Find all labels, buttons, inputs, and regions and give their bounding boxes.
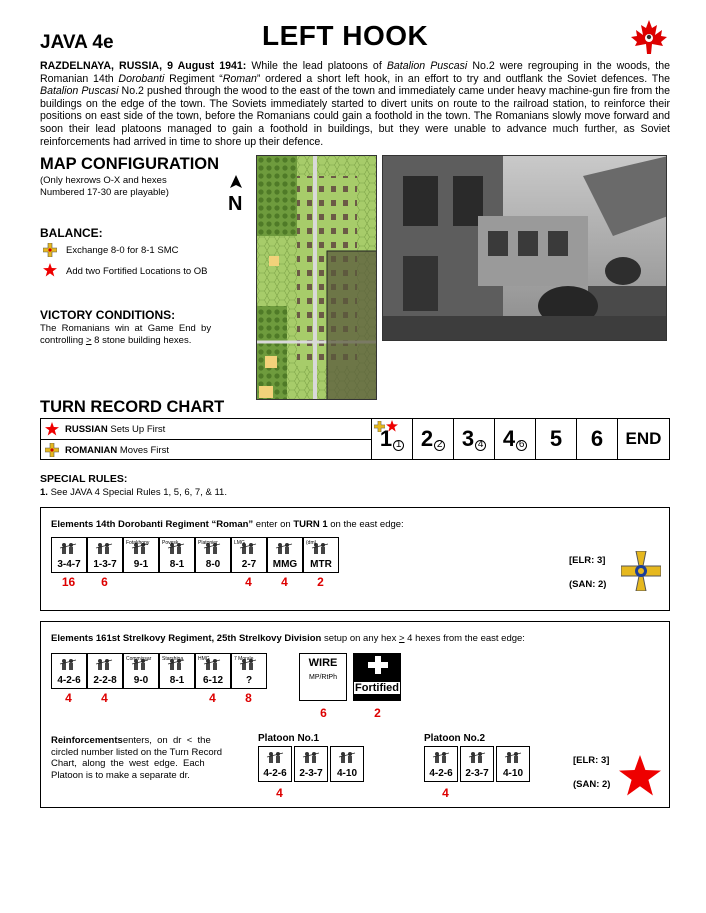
romanian-counter xyxy=(159,537,195,573)
counter-label: 2-3-7 xyxy=(299,768,323,779)
trc-heading: TURN RECORD CHART xyxy=(40,398,225,416)
romanian-counter xyxy=(195,537,231,573)
counter-tag: (dm) xyxy=(306,540,317,546)
soviet-counter xyxy=(231,653,267,689)
scenario-id: JAVA 4e xyxy=(40,32,114,53)
romanian-counter-count: 4 xyxy=(245,575,252,589)
platoon-1-counter xyxy=(294,746,328,782)
soviet-counter xyxy=(353,653,401,701)
soviet-counter-count: 4 xyxy=(101,691,108,705)
soviet-counter-count: 6 xyxy=(320,706,327,720)
map-config-heading: MAP CONFIGURATION xyxy=(40,155,220,173)
counter-label: ? xyxy=(245,675,253,686)
map-config-note: (Only hexrows O-X and hexes Numbered 17-30 are playable) xyxy=(40,175,169,198)
soviet-san: (SAN: 2) xyxy=(573,779,611,790)
romanian-counter xyxy=(303,537,339,573)
counter-label: 4-10 xyxy=(336,768,357,779)
balance-heading: BALANCE: xyxy=(40,226,103,240)
soviet-counter xyxy=(87,653,123,689)
north-label: N xyxy=(228,193,243,215)
counter-label: 9-1 xyxy=(133,559,149,570)
soviet-ob-text: Elements 161st Strelkovy Regiment, 25th Strelkovy Division setup on any hex > 4 hexes from the east edge: xyxy=(51,633,525,644)
counter-label: 1-3-7 xyxy=(93,559,117,570)
romanian-counter xyxy=(231,537,267,573)
romanian-counter xyxy=(123,537,159,573)
platoon-2-counter xyxy=(496,746,530,782)
scenario-title: LEFT HOOK xyxy=(262,20,429,51)
romanian-counter xyxy=(51,537,87,573)
soviet-order-of-battle xyxy=(40,621,670,808)
soviet-counter-count: 2 xyxy=(374,706,381,720)
historical-introduction: RAZDELNAYA, RUSSIA, 9 August 1941: While the lead platoons of Batalion Puscasi No.2 were regrouping in the woods, the Romanian 14th Dorobanti Regiment “Roman” ordered a short left hook, in an effort to try and outflank the Soviet defences. The Batalion Puscasi No.2 pushed through the wood to the east of the town and immediately came under heavy machine-gun fire from the buildings on the edge of the town. The Soviets immediately started to divert units on route to the railroad station, to reinforce their positions on east side of the town, before the Romanians could gain a foothold in the town. The Romanians slowly move forward and soon their lead platoons managed to gain a foothold in buildings, but they were unable to advance much further, as Soviet reinforcements had arrived in time to shore up their defence. xyxy=(40,60,671,148)
soviet-star-icon xyxy=(386,420,398,432)
platoon-2-counter xyxy=(460,746,494,782)
romanian-elr: [ELR: 3] xyxy=(569,555,606,566)
counter-tag: MP/RtPh xyxy=(308,674,337,681)
counter-tag: Commissar xyxy=(126,656,152,662)
soviet-counter xyxy=(123,653,159,689)
counter-label: 2-2-8 xyxy=(93,675,117,686)
counter-label: MTR xyxy=(310,559,332,570)
counter-tag: Povesk xyxy=(162,540,179,546)
counter-tag: HMG xyxy=(198,656,210,662)
soviet-counter-count: 4 xyxy=(209,691,216,705)
romanian-cross-icon xyxy=(45,443,59,457)
romanian-ob-text: Elements 14th Dorobanti Regiment “Roman” enter on TURN 1 on the east edge: xyxy=(51,519,404,530)
romanian-counter-count: 6 xyxy=(101,575,108,589)
soviet-counter xyxy=(195,653,231,689)
turn-record-chart xyxy=(40,418,670,460)
turn-cell-2: 2 2 xyxy=(412,419,453,459)
counter-label: 3-4-7 xyxy=(57,559,81,570)
romanian-san: (SAN: 2) xyxy=(569,579,607,590)
trc-romanian-row: ROMANIAN Moves First xyxy=(41,440,371,461)
counter-label: 4-10 xyxy=(502,768,523,779)
counter-label: 4-2-6 xyxy=(429,768,453,779)
turn-cell-6: 6 xyxy=(576,419,617,459)
platoon-2-count: 4 xyxy=(442,786,449,800)
soviet-counter-count: 4 xyxy=(65,691,72,705)
romanian-counter xyxy=(87,537,123,573)
reinforcement-text: Reinforcementsenters, on dr < the circled number listed on the Turn Record Chart, along the west edge. Each Platoon is to make a separate dr. xyxy=(51,735,223,781)
counter-label: MMG xyxy=(272,559,298,570)
special-rule-1: 1. See JAVA 4 Special Rules 1, 5, 6, 7, & 11. xyxy=(40,487,227,498)
soviet-star-icon xyxy=(618,755,662,797)
balance-romanian: Exchange 8-0 for 8-1 SMC xyxy=(66,245,179,256)
soviet-star-icon xyxy=(43,263,57,277)
platoon-1-counters xyxy=(258,746,368,786)
turn-cell-4: 4 6 xyxy=(494,419,535,459)
platoon-1-title: Platoon No.1 xyxy=(258,733,320,744)
turn-cell-3: 3 4 xyxy=(453,419,494,459)
turn-cell-5: 5 xyxy=(535,419,576,459)
counter-tag: Platonier xyxy=(198,540,218,546)
romanian-counter-count: 16 xyxy=(61,575,76,589)
romanian-cross-icon xyxy=(374,421,385,432)
platoon-2-title: Platoon No.2 xyxy=(424,733,486,744)
counter-label: Fortified xyxy=(355,682,399,694)
counter-tag: LMG xyxy=(234,540,245,546)
special-rules-heading: SPECIAL RULES: xyxy=(40,473,128,485)
north-arrow-icon xyxy=(229,175,243,189)
counter-label: 2-7 xyxy=(241,559,257,570)
counter-label: 2-3-7 xyxy=(465,768,489,779)
counter-label: 4-2-6 xyxy=(263,768,287,779)
canadian-maple-leaf-flag-icon xyxy=(628,18,670,60)
romanian-counter xyxy=(267,537,303,573)
balance-russian: Add two Fortified Locations to OB xyxy=(66,266,208,277)
counter-label: 4-2-6 xyxy=(57,675,81,686)
platoon-2-counters xyxy=(424,746,534,786)
turn-cell-1: 1 1 xyxy=(371,419,412,459)
platoon-2-counter xyxy=(424,746,458,782)
romanian-counter-count: 2 xyxy=(317,575,324,589)
counter-label: 8-1 xyxy=(169,559,185,570)
soviet-counter xyxy=(299,653,347,701)
historical-photo xyxy=(382,155,667,341)
romanian-order-of-battle xyxy=(40,507,670,611)
trc-russian-row: RUSSIAN Sets Up First xyxy=(41,419,371,440)
romanian-cross-icon xyxy=(43,243,57,257)
victory-heading: VICTORY CONDITIONS: xyxy=(40,308,176,322)
counter-label: 9-0 xyxy=(133,675,149,686)
romanian-cross-icon xyxy=(621,551,661,591)
counter-label: 8-0 xyxy=(205,559,221,570)
counter-label: 8-1 xyxy=(169,675,185,686)
counter-tag: Starshina xyxy=(162,656,184,662)
soviet-counter xyxy=(159,653,195,689)
victory-text: The Romanians win at Game End by controlling > 8 stone building hexes. xyxy=(40,323,212,346)
platoon-1-count: 4 xyxy=(276,786,283,800)
counter-tag: Fotakhopy xyxy=(126,540,150,546)
map-configuration-image xyxy=(256,155,377,400)
romanian-counter-count: 4 xyxy=(281,575,288,589)
counter-label: 6-12 xyxy=(202,675,223,686)
turn-cell-end: END xyxy=(617,419,669,459)
soviet-counter xyxy=(51,653,87,689)
soviet-star-icon xyxy=(45,422,59,436)
platoon-1-counter xyxy=(330,746,364,782)
soviet-elr: [ELR: 3] xyxy=(573,755,610,766)
soviet-counter-count: 8 xyxy=(245,691,252,705)
platoon-1-counter xyxy=(258,746,292,782)
counter-label: WIRE xyxy=(308,657,338,669)
counter-tag: 7 Morale xyxy=(234,656,254,662)
